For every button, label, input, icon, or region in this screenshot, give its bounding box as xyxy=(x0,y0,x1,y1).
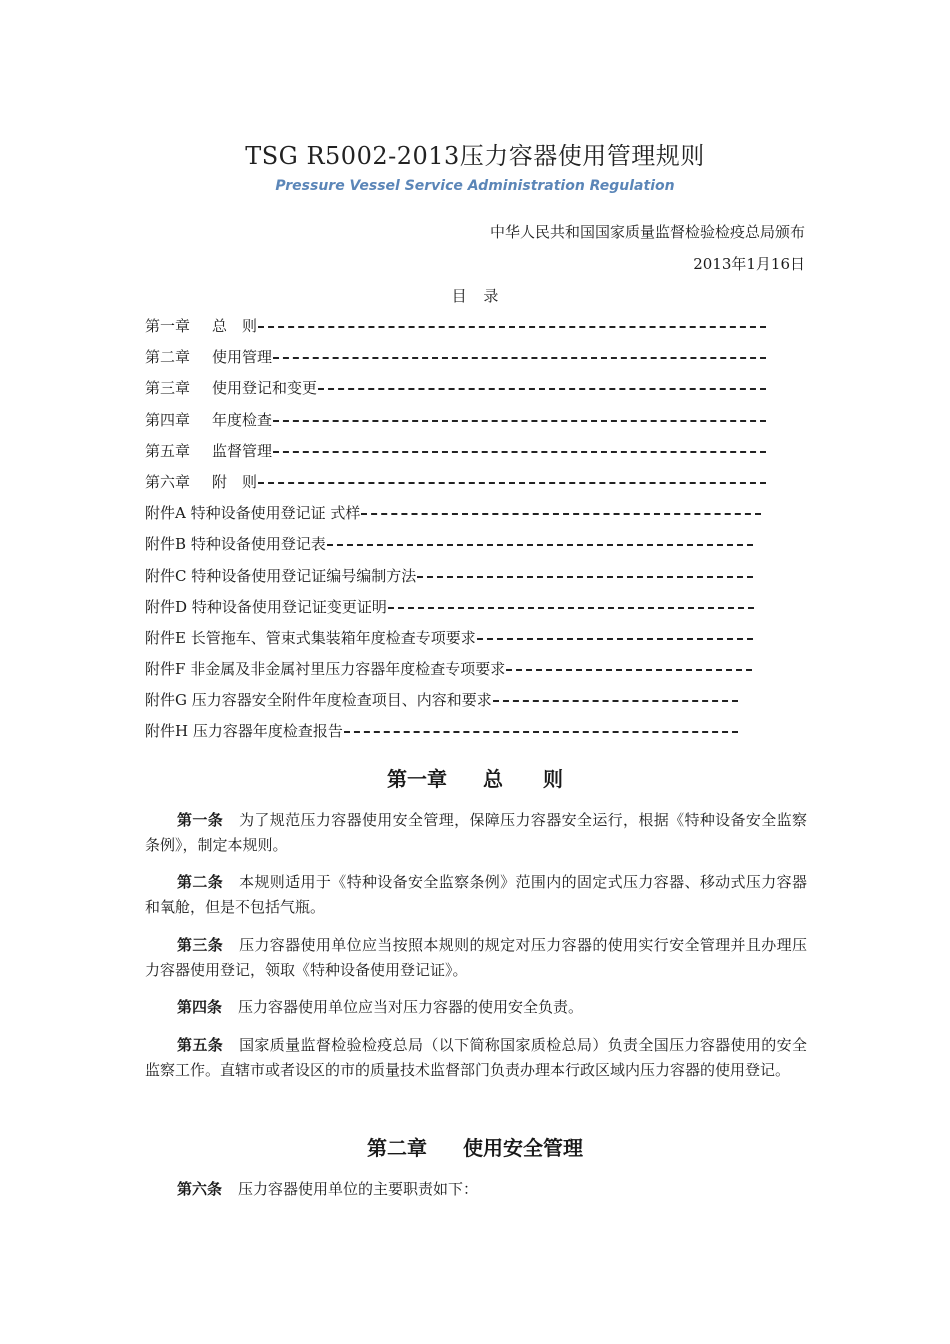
toc-leader xyxy=(344,731,738,733)
article xyxy=(145,1033,807,1083)
chapter-number: 第二章 xyxy=(367,1136,427,1160)
toc-entry-label: 特种设备使用登记证 式样 xyxy=(190,504,361,523)
issuer-line: 中华人民共和国国家质量监督检验检疫总局颁布 xyxy=(489,223,805,241)
toc-entry-prefix: 第三章 xyxy=(145,379,191,398)
toc-entry[interactable] xyxy=(145,717,785,748)
toc-entry-prefix: 第六章 xyxy=(145,472,191,491)
toc-entry-label: 使用管理 xyxy=(212,348,273,367)
article-number: 第六条 xyxy=(177,1180,223,1198)
toc-leader xyxy=(318,388,766,390)
chapter-heading xyxy=(0,1132,950,1161)
toc-entry-label: 年度检查 xyxy=(212,410,273,429)
issue-date: 2013年1月16日 xyxy=(693,255,805,273)
article-number: 第四条 xyxy=(177,998,223,1016)
chapter-name: 使用安全管理 xyxy=(463,1136,583,1160)
toc-entry[interactable] xyxy=(145,374,785,405)
toc-entry-label: 监督管理 xyxy=(212,441,273,460)
toc-entry-label: 特种设备使用登记证变更证明 xyxy=(191,597,387,616)
toc-leader xyxy=(361,513,761,515)
chapter-heading xyxy=(0,763,950,792)
toc-entry-prefix: 附件G xyxy=(145,691,187,710)
toc-heading-char-2: 录 xyxy=(483,287,499,305)
toc-entry-prefix: 第四章 xyxy=(145,410,191,429)
toc-entry-prefix: 第一章 xyxy=(145,317,191,335)
article xyxy=(145,995,807,1020)
toc-leader xyxy=(477,638,753,640)
toc-entry-label: 特种设备使用登记表 xyxy=(190,535,326,554)
chapter-number: 第一章 xyxy=(387,767,447,791)
toc-leader xyxy=(258,482,766,484)
toc-entry-label: 非金属及非金属衬里压力容器年度检查专项要求 xyxy=(190,660,506,679)
chapter-name: 总 则 xyxy=(483,767,563,791)
article xyxy=(145,1177,807,1202)
toc-entry-prefix: 附件A xyxy=(145,504,186,523)
toc-entry[interactable] xyxy=(145,499,785,530)
toc-entry[interactable] xyxy=(145,468,785,499)
toc-entry[interactable] xyxy=(145,593,785,624)
article-number: 第二条 xyxy=(177,873,224,891)
article xyxy=(145,808,807,858)
toc-entry[interactable] xyxy=(145,343,785,374)
toc-entry[interactable] xyxy=(145,655,785,686)
toc-leader xyxy=(327,544,753,546)
toc-entry[interactable] xyxy=(145,530,785,561)
article-number: 第三条 xyxy=(177,936,224,954)
article-text: 本规则适用于《特种设备安全监察条例》范围内的固定式压力容器、移动式压力容器和氧舱，但是不包括气瓶。 xyxy=(145,873,807,916)
article xyxy=(145,870,807,920)
toc-entry-label: 总 则 xyxy=(212,317,258,335)
article-number: 第一条 xyxy=(177,811,224,829)
toc-entry[interactable] xyxy=(145,312,785,343)
article xyxy=(145,933,807,983)
article-text: 压力容器使用单位的主要职责如下： xyxy=(238,1180,479,1198)
toc-entry-label: 附 则 xyxy=(212,472,258,491)
toc-leader xyxy=(273,357,766,359)
toc-leader xyxy=(273,451,766,453)
toc-entry[interactable] xyxy=(145,437,785,468)
article-text: 压力容器使用单位应当对压力容器的使用安全负责。 xyxy=(238,998,584,1016)
toc-entry[interactable] xyxy=(145,406,785,437)
toc-entry-label: 使用登记和变更 xyxy=(212,379,318,398)
toc-heading-char-1: 目 xyxy=(451,287,467,305)
toc-entry[interactable] xyxy=(145,562,785,593)
toc-entry-prefix: 附件F xyxy=(145,660,186,679)
document-title: TSG R5002-2013压力容器使用管理规则 xyxy=(245,142,705,170)
toc-entry-prefix: 第二章 xyxy=(145,348,191,367)
toc-entry-prefix: 附件B xyxy=(145,535,187,554)
toc-leader xyxy=(493,700,738,702)
toc-entry-prefix: 第五章 xyxy=(145,441,191,460)
toc-entry[interactable] xyxy=(145,686,785,717)
toc-entry-label: 压力容器年度检查报告 xyxy=(192,722,343,741)
toc-leader xyxy=(506,669,752,671)
article-text: 为了规范压力容器使用安全管理，保障压力容器安全运行，根据《特种设备安全监察条例》，制定本规则。 xyxy=(145,811,807,854)
toc-entry[interactable] xyxy=(145,624,785,655)
toc-leader xyxy=(417,576,753,578)
toc-entry-label: 压力容器安全附件年度检查项目、内容和要求 xyxy=(191,691,492,710)
table-of-contents xyxy=(145,312,785,749)
toc-entry-prefix: 附件H xyxy=(145,722,189,741)
toc-entry-label: 特种设备使用登记证编号编制方法 xyxy=(191,566,417,585)
article-text: 压力容器使用单位应当按照本规则的规定对压力容器的使用实行安全管理并且办理压力容器使用登记，领取《特种设备使用登记证》。 xyxy=(145,936,807,979)
toc-entry-prefix: 附件D xyxy=(145,597,188,616)
toc-leader xyxy=(258,326,766,328)
article-text: 国家质量监督检验检疫总局（以下简称国家质检总局）负责全国压力容器使用的安全监察工作。直辖市或者设区的市的质量技术监督部门负责办理本行政区域内压力容器的使用登记。 xyxy=(145,1036,807,1079)
article-number: 第五条 xyxy=(177,1036,224,1054)
toc-leader xyxy=(388,607,754,609)
toc-leader xyxy=(273,420,766,422)
toc-heading xyxy=(0,285,950,306)
toc-entry-label: 长管拖车、管束式集装箱年度检查专项要求 xyxy=(190,628,476,647)
document-subtitle: Pressure Vessel Service Administration Regulation xyxy=(275,178,675,194)
toc-entry-prefix: 附件E xyxy=(145,628,186,647)
toc-entry-prefix: 附件C xyxy=(145,566,187,585)
